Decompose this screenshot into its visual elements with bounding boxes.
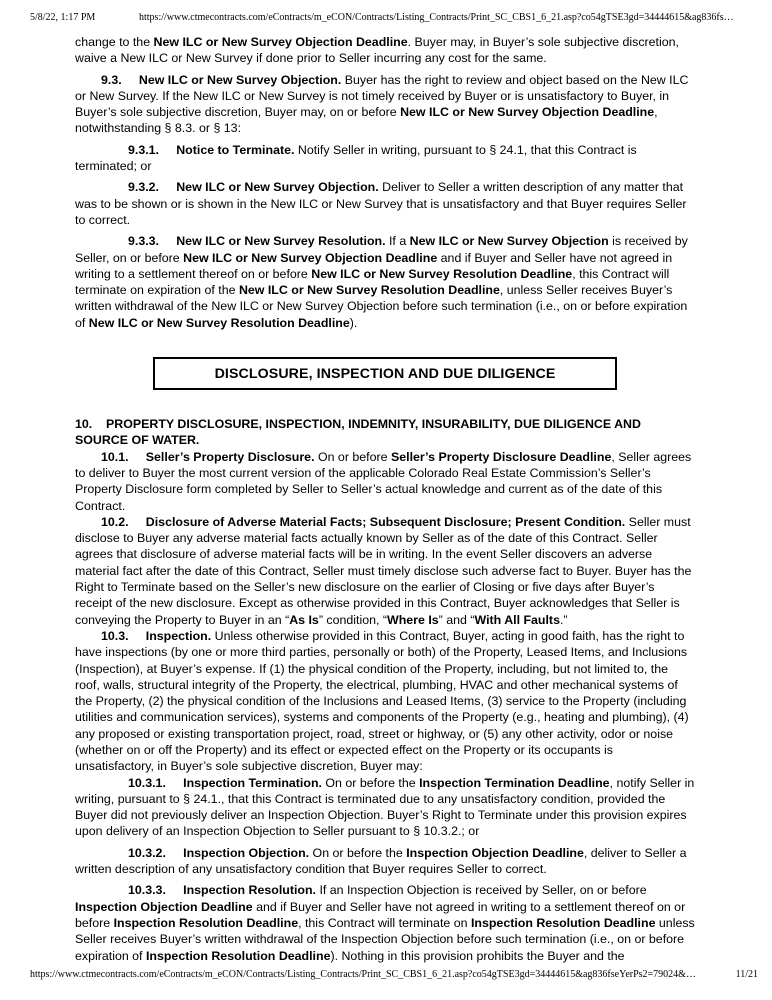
print-footer-url: https://www.ctmecontracts.com/eContracts/m_eCON/Contracts/Listing_Contracts/Print_SC_CBS1_6_21.asp?co54gTSE3gd=34444615&ag836fseYerPs2=79024&… — [30, 969, 696, 980]
section-number: 9.3.3. — [128, 234, 160, 249]
print-header-url: https://www.ctmecontracts.com/eContracts/m_eCON/Contracts/Listing_Contracts/Print_SC_CBS1_6_21.asp?co54gTSE3gd=34444615&ag836fs… — [139, 12, 734, 23]
section-number: 9.3.1. — [128, 142, 160, 157]
section-number: 9.3.2. — [128, 180, 160, 195]
print-timestamp: 5/8/22, 1:17 PM — [30, 12, 96, 23]
section-title: Inspection. — [145, 628, 212, 643]
section-10-1: 10.1. Seller’s Property Disclosure. On or before Seller’s Property Disclosure Deadline, Seller agrees to deliver to Buyer the most current version of the applicable Colorado Real Estate Commission’s Seller’s Property Disclosure form completed by Seller to Seller’s actual knowledge and current as of the date of this Contract. — [75, 449, 692, 513]
section-title: New ILC or New Survey Objection. — [138, 72, 342, 87]
section-title: New ILC or New Survey Objection. — [176, 180, 379, 195]
section-10-3: 10.3. Inspection. Unless otherwise provided in this Contract, Buyer, acting in good faith, has the right to have inspections (by one or more third parties, personally or both) of the Property, Leased Items, and Inclusions (Inspection), at Buyer’s expense. If (1) the physical condition of the Property, including, but not limited to, the roof, walls, structural integrity of the Property, the electrical, plumbing, HVAC and other mechanical systems of the Property, (2) the physical condition of the Inclusions and Leased Items, (3) service to the Property (including utilities and communication services), systems and components of the Property (e.g., heating and plumbing), (4) any proposed or existing transportation project, road, street or highway, or (5) any other activity, odor or noise (whether on or off the Property) and its effect or expected effect on the Property or its occupants is unsatisfactory, in Buyer’s sole subjective discretion, Buyer may: — [75, 628, 689, 774]
section-number: 10.2. — [101, 514, 129, 529]
section-9-3-3: 9.3.3. New ILC or New Survey Resolution. If a New ILC or New Survey Objection is received by Seller, on or before New ILC or New Survey Objection Deadline and if Buyer and Seller have not agreed in writing to a settlement thereof on or before New ILC or New Survey Resolution Deadline, this Contract will terminate on expiration of the New ILC or New Survey Resolution Deadline, unless Seller receives Buyer’s written withdrawal of the New ILC or New Survey Objection before such termination (i.e., on or before expiration of New ILC or New Survey Resolution Deadline). — [75, 234, 688, 330]
section-banner — [75, 357, 695, 390]
section-10-3-1: 10.3.1. Inspection Termination. On or before the Inspection Termination Deadline, notify Seller in writing, pursuant to § 24.1., that this Contract is terminated due to any unsatisfactory condition, provided the Buyer did not previously deliver an Inspection Objection. Buyer’s Right to Terminate under this provision expires upon delivery of an Inspection Objection to Seller pursuant to § 10.3.2.; or — [75, 775, 695, 839]
section-title: Inspection Termination. — [183, 775, 322, 790]
section-banner-title: DISCLOSURE, INSPECTION AND DUE DILIGENCE — [153, 357, 617, 390]
section-10-heading — [75, 416, 695, 449]
page-number: 11/21 — [735, 969, 758, 980]
section-number: 10.3.3. — [128, 883, 166, 898]
section-title: Seller’s Property Disclosure. — [145, 449, 315, 464]
document-body — [75, 34, 695, 964]
section-number: 10.1. — [101, 449, 129, 464]
paragraph-continuation: change to the New ILC or New Survey Objection Deadline. Buyer may, in Buyer’s sole subjective discretion, waive a New ILC or New Survey if done prior to Seller incurring any cost for the same. — [75, 35, 679, 66]
section-number: 10. — [75, 417, 93, 432]
section-title: Notice to Terminate. — [176, 142, 295, 157]
section-9-3: 9.3. New ILC or New Survey Objection. Buyer has the right to review and object based on the New ILC or New Survey. If the New ILC or New Survey is not timely received by Buyer or is unsatisfactory to Buyer, in Buyer’s sole subjective discretion, Buyer may, on or before New ILC or New Survey Objection Deadline, notwithstanding § 8.3. or § 13: — [75, 72, 689, 136]
section-number: 10.3. — [101, 628, 129, 643]
section-title: New ILC or New Survey Resolution. — [176, 234, 386, 249]
section-title: Inspection Objection. — [183, 845, 310, 860]
section-10-3-3: 10.3.3. Inspection Resolution. If an Inspection Objection is received by Seller, on or before Inspection Objection Deadline and if Buyer and Seller have not agreed in writing to a settlement thereof on or before Inspection Resolution Deadline, this Contract will terminate on Inspection Resolution Deadline unless Seller receives Buyer’s written withdrawal of the Inspection Objection before such termination (i.e., on or before expiration of Inspection Resolution Deadline). Nothing in this provision prohibits the Buyer and the — [75, 883, 695, 963]
section-number: 10.3.2. — [128, 845, 166, 860]
section-9-3-2: 9.3.2. New ILC or New Survey Objection. Deliver to Seller a written description of any matter that was to be shown or is shown in the New ILC or New Survey that is unsatisfactory and that Buyer requires Seller to correct. — [75, 180, 687, 227]
section-number: 9.3. — [101, 72, 122, 87]
section-title: Inspection Resolution. — [183, 883, 316, 898]
section-number: 10.3.1. — [128, 775, 166, 790]
section-title: PROPERTY DISCLOSURE, INSPECTION, INDEMNITY, INSURABILITY, DUE DILIGENCE AND SOURCE OF WATER. — [75, 417, 641, 448]
section-10-2: 10.2. Disclosure of Adverse Material Facts; Subsequent Disclosure; Present Condition. Seller must disclose to Buyer any adverse material facts actually known by Seller as of the date of this Contract. Seller agrees that disclosure of adverse material facts will be in writing. In the event Seller discovers an adverse material fact after the date of this Contract, Seller must timely disclose such adverse fact to Buyer. Buyer has the Right to Terminate based on the Seller’s new disclosure on the earlier of Closing or five days after Buyer’s receipt of the new disclosure. Except as otherwise provided in this Contract, Buyer acknowledges that Seller is conveying the Property to Buyer in an “As Is” condition, “Where Is” and “With All Faults.” — [75, 514, 692, 627]
section-9-3-1: 9.3.1. Notice to Terminate. Notify Seller in writing, pursuant to § 24.1, that this Contract is terminated; or — [75, 142, 637, 174]
section-title: Disclosure of Adverse Material Facts; Subsequent Disclosure; Present Condition. — [145, 514, 626, 529]
print-footer — [30, 968, 758, 982]
print-header — [30, 12, 758, 24]
section-10-3-2: 10.3.2. Inspection Objection. On or before the Inspection Objection Deadline, deliver to Seller a written description of any unsatisfactory condition that Buyer requires Seller to correct. — [75, 845, 687, 877]
